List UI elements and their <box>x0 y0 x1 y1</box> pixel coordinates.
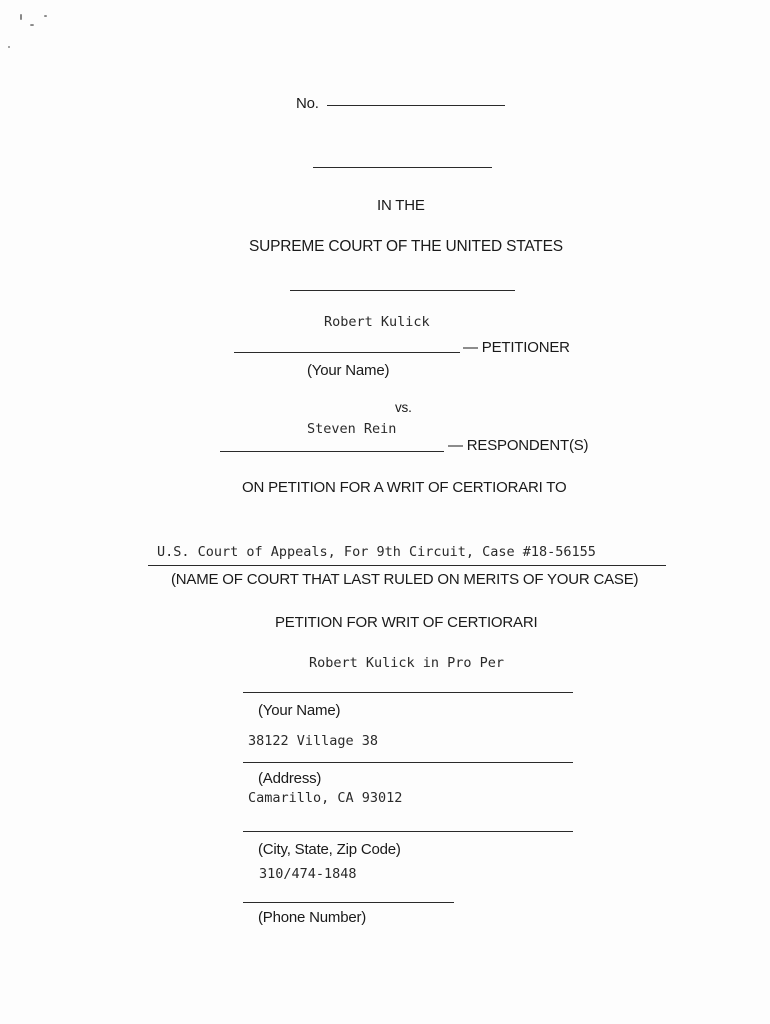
filer-city-state-zip: Camarillo, CA 93012 <box>248 790 403 806</box>
lower-court-line <box>148 565 666 566</box>
filer-city-line <box>243 831 573 832</box>
filer-address-line <box>243 762 573 763</box>
separator-line <box>313 167 492 168</box>
scan-speck <box>44 15 47 17</box>
filer-city-caption: (City, State, Zip Code) <box>258 841 401 858</box>
respondent-role: — RESPONDENT(S) <box>448 437 589 454</box>
on-petition-heading: ON PETITION FOR A WRIT OF CERTIORARI TO <box>242 479 567 496</box>
separator-line <box>290 290 515 291</box>
court-title: SUPREME COURT OF THE UNITED STATES <box>249 238 563 255</box>
filer-address: 38122 Village 38 <box>248 733 379 749</box>
petition-title: PETITION FOR WRIT OF CERTIORARI <box>275 614 538 631</box>
filer-address-caption: (Address) <box>258 770 322 787</box>
scan-speck <box>20 14 22 20</box>
docket-number-line <box>327 105 505 106</box>
respondent-name: Steven Rein <box>307 421 397 437</box>
scan-speck <box>8 46 10 48</box>
filer-phone-caption: (Phone Number) <box>258 909 367 926</box>
petitioner-line <box>234 352 460 353</box>
docket-number-label: No. <box>296 95 319 112</box>
versus-label: vs. <box>395 400 412 415</box>
lower-court-caption: (NAME OF COURT THAT LAST RULED ON MERITS OF YOUR CASE) <box>171 571 639 588</box>
petitioner-caption: (Your Name) <box>307 362 390 379</box>
filer-phone-line <box>243 902 454 903</box>
filer-phone: 310/474-1848 <box>259 866 357 882</box>
respondent-line <box>220 451 444 452</box>
filer-name: Robert Kulick in Pro Per <box>309 655 505 671</box>
filer-name-line <box>243 692 573 693</box>
petitioner-name: Robert Kulick <box>324 314 430 330</box>
petitioner-role: — PETITIONER <box>463 339 570 356</box>
lower-court-value: U.S. Court of Appeals, For 9th Circuit, Case #18-56155 <box>157 544 596 560</box>
filer-name-caption: (Your Name) <box>258 702 341 719</box>
in-the-heading: IN THE <box>377 197 425 214</box>
scan-speck <box>30 24 34 26</box>
